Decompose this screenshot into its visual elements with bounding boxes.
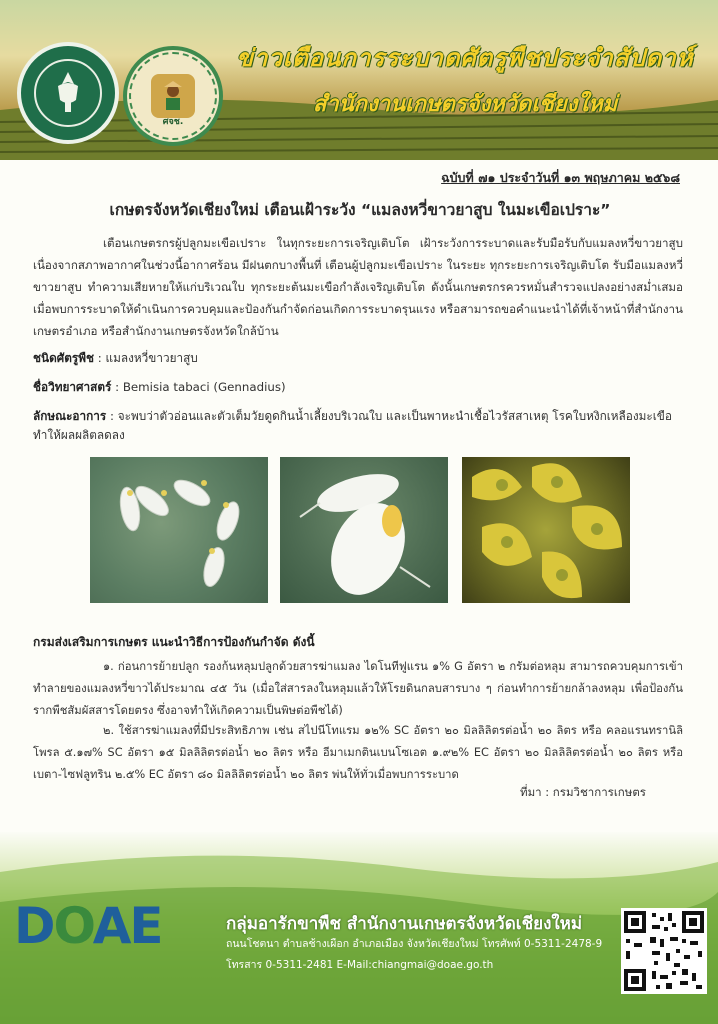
whitefly-closeup-illustration [280, 457, 448, 603]
qr-pattern [624, 911, 704, 991]
yellow-leaf-illustration [462, 457, 630, 603]
footer-contact: โทรสาร 0-5311-2481 E-Mail:chiangmai@doae.go.th [226, 959, 494, 971]
scientific-name-row [33, 378, 683, 397]
doae-logo-o: O [53, 897, 93, 955]
recommendation-item-2 [33, 720, 683, 786]
footer-banner [0, 832, 718, 1024]
bulletin-title: ข่าวเตือนการระบาดศัตรูพืชประจำสัปดาห์ [236, 44, 694, 72]
cpmc-mark: ศจช. [162, 117, 184, 127]
intro-text: เตือนเกษตรกรผู้ปลูกมะเขือเปราะ ในทุกระยะการเจริญเติบโต เฝ้าระวังการระบาดและรับมือรับกับแมลงหวี่ขาวยาสูบ เนื่องจากสภาพอากาศในช่วงนี้อากาศร้อน มีฝนตกบางพื้นที่ เตือนผู้ปลูกมะเขือเปราะ ในระยะ ทุกระยะการเจริญเติบโต รับมือแมลงหวี่ขาวยาสูบ ทำความเสียหายให้แก่บริเวณใบ ทุกระยะต้นมะเขือกำลังเจริญเติบโต ดังนั้นเกษตรกรควรหมั่นสำรวจแปลงอย่างสม่ำเสมอ เมื่อพบการระบาดให้ดำเนินการควบคุมและป้องกันกำจัดก่อนเกิดการระบาดรุนแรง หรือสามารถขอคำแนะนำได้ที่เจ้าหน้าที่สำนักงานเกษตรอำเภอ หรือสำนักงานเกษตรจังหวัดใกล้บ้าน [33, 236, 683, 338]
ministry-seal-icon [17, 42, 119, 144]
cpmc-logo-icon [123, 46, 223, 146]
doae-logo-d: D [14, 897, 54, 955]
pest-type-value: : แมลงหวี่ขาวยาสูบ [94, 351, 198, 365]
footer-org-name: กลุ่มอารักขาพืช สำนักงานเกษตรจังหวัดเชียงใหม่ [226, 914, 583, 934]
whitefly-cluster-illustration [90, 457, 268, 603]
page-headline: เกษตรจังหวัดเชียงใหม่ เตือนเฝ้าระวัง “แมลงหวี่ขาวยาสูบ ในมะเขือเปราะ” [109, 201, 611, 219]
bulletin-subtitle: สำนักงานเกษตรจังหวัดเชียงใหม่ [312, 92, 618, 117]
symptom-row [33, 407, 683, 445]
symptom-value: : จะพบว่าตัวอ่อนและตัวเต็มวัยดูดกินน้ำเลี้ยงบริเวณใบ และเป็นพาหะนำเชื้อไวรัสสาเหตุ โรคใบหงิกเหลืองมะเขือ ทำให้ผลผลิตลดลง [33, 409, 672, 442]
symptom-label: ลักษณะอาการ [33, 409, 107, 423]
emblem-icon [48, 70, 88, 116]
footer-address: ถนนโชตนา ตำบลช้างเผือก อำเภอเมือง จังหวัดเชียงใหม่ โทรศัพท์ 0-5311-2478-9 [226, 938, 603, 950]
pest-type-label: ชนิดศัตรูพืช [33, 351, 95, 365]
recommendation-item-1 [33, 656, 683, 722]
qr-code-icon[interactable] [621, 908, 707, 994]
source-credit: ที่มา : กรมวิชาการเกษตร [520, 785, 646, 799]
photo-strip [90, 457, 630, 603]
header-banner [0, 0, 718, 160]
doae-logo [14, 897, 204, 957]
whitefly-cluster-photo [90, 457, 268, 603]
issue-number: ฉบับที่ ๗๑ ประจำวันที่ ๑๓ พฤษภาคม ๒๕๖๘ [441, 170, 680, 185]
intro-paragraph [33, 232, 683, 342]
whitefly-closeup-photo [280, 457, 448, 603]
recommendation-text-2: ๒. ใช้สารฆ่าแมลงที่มีประสิทธิภาพ เช่น สไปนีโทแรม ๑๒% SC อัตรา ๒๐ มิลลิลิตรต่อน้ำ ๒๐ ลิตร หรือ คลอแรนทรานิลิโพรล ๕.๑๗% SC อัตรา ๑๕ มิลลิลิตรต่อน้ำ ๒๐ ลิตร หรือ อีมาเมกตินเบนโซเอต ๑.๙๒% EC อัตรา ๒๐ มิลลิลิตรต่อน้ำ ๒๐ ลิตร หรือ เบตา-ไซฟลูทริน ๒.๕% EC อัตรา ๘๐ มิลลิลิตรต่อน้ำ ๒๐ ลิตร พ่นให้ทั่วเมื่อพบการระบาด [33, 724, 683, 781]
yellow-leaf-curl-photo [462, 457, 630, 603]
recommendation-title: กรมส่งเสริมการเกษตร แนะนำวิธีการป้องกันกำจัด ดังนี้ [33, 635, 315, 649]
sci-name-label: ชื่อวิทยาศาสตร์ [33, 380, 112, 394]
sci-name-value: : Bemisia tabaci (Gennadius) [111, 380, 286, 394]
recommendation-text-1: ๑. ก่อนการย้ายปลูก รองก้นหลุมปลูกด้วยสารฆ่าแมลง ไดโนทีฟูแรน ๑% G อัตรา ๒ กรัมต่อหลุม สามารถควบคุมการเข้าทำลายของแมลงหวี่ขาวได้ประมาณ ๔๕ วัน (เมื่อใส่สารลงในหลุมแล้วให้โรยดินกลบสารบาง ๆ ก่อนทำการย้ายกล้าลงหลุม เพื่อป้องกันรากพืชสัมผัสสารโดยตรง ซึ่งอาจทำให้เกิดความเป็นพิษต่อพืชได้) [33, 660, 683, 717]
pest-type-row [33, 349, 683, 368]
doae-logo-ae: AE [92, 897, 162, 955]
